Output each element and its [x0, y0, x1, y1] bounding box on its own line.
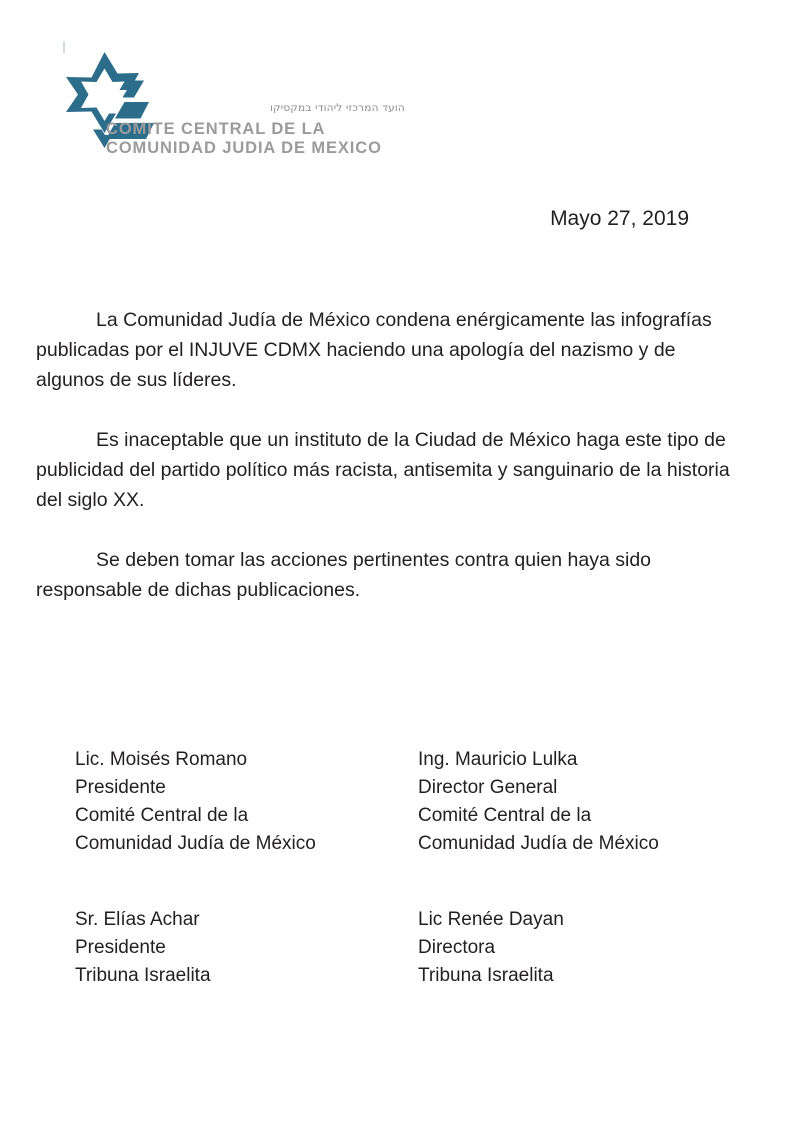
signatory-title: Director General	[418, 777, 558, 798]
body-paragraph: Se deben tomar las acciones pertinentes contra quien haya sido responsable de dichas publicaciones.	[36, 549, 652, 601]
signatory-title: Presidente	[75, 937, 166, 958]
logo-hebrew-text: הועד המרכזי ליהודי במקסיקו	[270, 102, 405, 114]
signatory-org: Tribuna Israelita	[418, 965, 554, 986]
letter-date: Mayo 27, 2019	[550, 207, 689, 230]
logo-wordmark	[106, 120, 382, 158]
date-line	[36, 204, 737, 234]
letterhead	[55, 42, 405, 172]
signature-block	[418, 746, 761, 858]
signatory-name: Lic Renée Dayan	[418, 909, 564, 930]
signatory-title: Presidente	[75, 777, 166, 798]
signature-group	[75, 906, 735, 990]
signatory-org: Comunidad Judía de México	[75, 833, 316, 854]
signatory-name: Lic. Moisés Romano	[75, 749, 248, 770]
logo-wordmark-line-1: COMITE CENTRAL DE LA	[106, 120, 326, 138]
letter-body	[36, 305, 739, 605]
signatory-org: Comité Central de la	[418, 805, 592, 826]
signature-section	[75, 746, 735, 990]
signature-group	[75, 746, 735, 858]
logo-wordmark-line-2: COMUNIDAD JUDIA DE MEXICO	[106, 139, 382, 157]
signatory-title: Directora	[418, 937, 496, 958]
signatory-org: Comité Central de la	[75, 805, 249, 826]
signatory-org: Comunidad Judía de México	[418, 833, 659, 854]
signature-block	[75, 746, 418, 858]
signature-block	[75, 906, 418, 990]
signature-block	[418, 906, 761, 990]
signatory-org: Tribuna Israelita	[75, 965, 211, 986]
body-paragraph: La Comunidad Judía de México condena enérgicamente las infografías publicadas por el INJUVE CDMX haciendo una apología del nazismo y de algunos de sus líderes.	[36, 309, 712, 391]
body-paragraph: Es inaceptable que un instituto de la Ciudad de México haga este tipo de publicidad del partido político más racista, antisemita y sanguinario de la historia del siglo XX.	[36, 429, 730, 511]
signatory-name: Ing. Mauricio Lulka	[418, 749, 578, 770]
signatory-name: Sr. Elías Achar	[75, 909, 200, 930]
